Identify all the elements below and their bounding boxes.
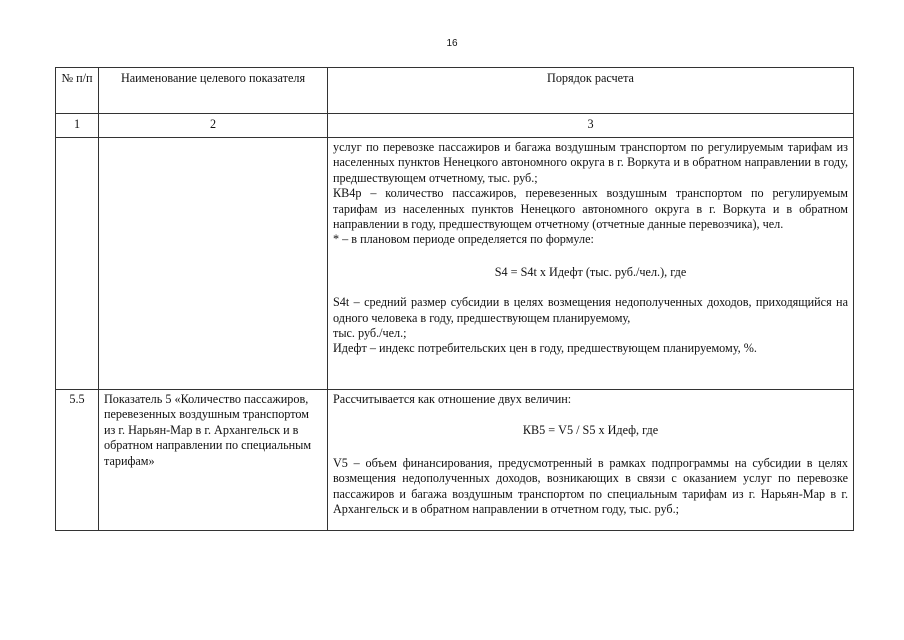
calc-text: S4t – средний размер субсидии в целях возмещения недополученных доходов, приходящийся на одного человека в году, предшествующем планируемому, (333, 295, 848, 325)
formula: S4 = S4t х Идефт (тыс. руб./чел.), где (494, 264, 687, 279)
table-header-row (56, 68, 854, 114)
calculation-cell (328, 390, 854, 531)
calc-text: V5 – объем финансирования, предусмотренный в рамках подпрограммы на субсидии в целях возмещения недополученных доходов, возникающих в связи с оказанием услуг по перевозке пассажиров и багажа воздушным транспортом по специальным тарифам из г. Нарьян-Мар в г. Архангельск и в обратном направлении в отчетном году, тыс. руб.; (333, 455, 848, 517)
empty-name-cell (99, 138, 328, 390)
table-row (56, 390, 854, 531)
calc-text: услуг по перевозке пассажиров и багажа воздушным транспортом по регулируемым тарифам из населенных пунктов Ненецкого автономного округа в г. Воркута и в обратном направлении в году, предшествующем отчетному, тыс. руб.; (333, 140, 848, 185)
calculation-cell (328, 138, 854, 390)
header-calculation: Порядок расчета (328, 68, 854, 114)
header-indicator-name: Наименование целевого показателя (99, 68, 328, 114)
column-number-1: 1 (56, 114, 99, 138)
table-row (56, 138, 854, 390)
row-number: 5.5 (56, 390, 99, 531)
empty-number-cell (56, 138, 99, 390)
calc-text: * – в плановом периоде определяется по формуле: (333, 232, 594, 247)
calc-text: тыс. руб./чел.; (333, 326, 407, 341)
indicator-table (55, 67, 854, 531)
calc-text: Идефт – индекс потребительских цен в году, предшествующем планируемому, %. (333, 341, 757, 356)
calc-text: КВ4р – количество пассажиров, перевезенных воздушным транспортом по регулируемым тарифам из населенных пунктов Ненецкого автономного округа в г. Воркута и в обратном направлении в году, предшествующем отчетному (отчетные данные перевозчика), чел. (333, 186, 848, 232)
column-number-3: 3 (328, 114, 854, 138)
header-number: № п/п (56, 68, 99, 114)
formula: КВ5 = V5 / S5 х Идеф, где (522, 423, 659, 438)
column-number-2: 2 (99, 114, 328, 138)
page-number: 16 (446, 38, 458, 49)
indicator-name: Показатель 5 «Количество пассажиров, перевезенных воздушным транспортом из г. Нарьян-Мар в г. Архангельск и в обратном направлении по специальным тарифам» (99, 390, 328, 531)
calc-text: Рассчитывается как отношение двух величин: (333, 392, 572, 406)
column-numbers-row (56, 114, 854, 138)
